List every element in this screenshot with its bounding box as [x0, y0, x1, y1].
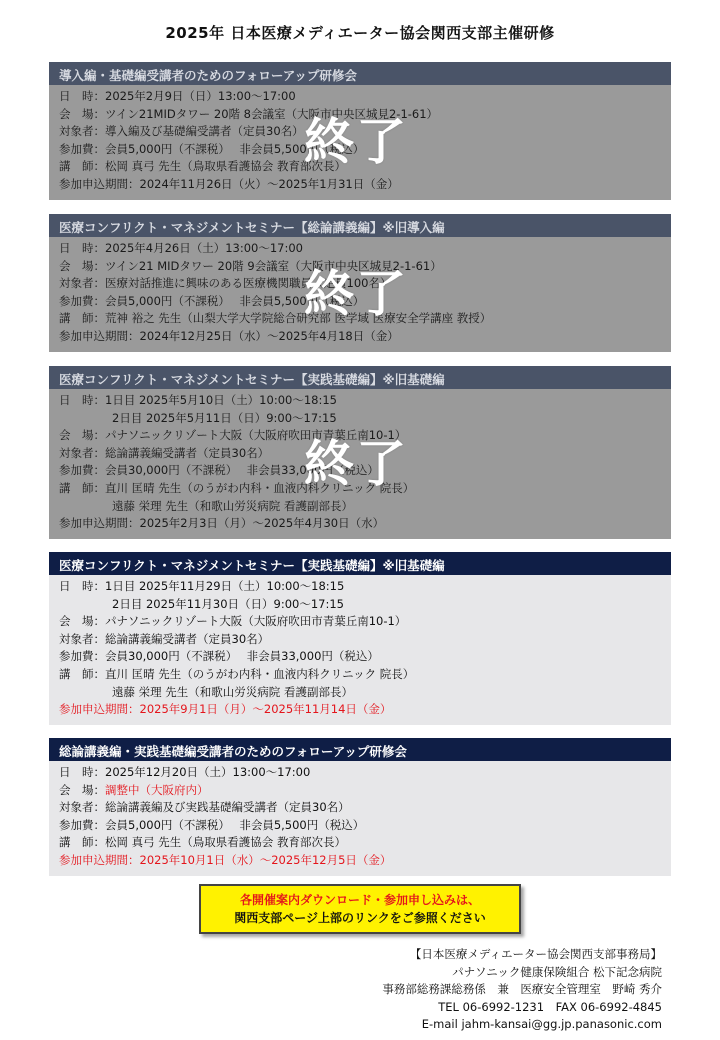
- section-heading: 総論講義編・実践基礎編受講者のためのフォローアップ研修会: [49, 738, 671, 761]
- section-body: [49, 575, 671, 725]
- event-datetime: 日 時：2025年12月20日（土）13:00～17:00: [59, 765, 311, 779]
- event-lecturer-2: 遠藤 栄理 先生（和歌山労災病院 看護副部長）: [112, 498, 353, 513]
- venue-value: 調整中（大阪府内）: [105, 782, 209, 797]
- training-section-3: [49, 366, 671, 539]
- event-target: 対象者：総論講義編及び実践基礎編受講者（定員30名）: [59, 800, 350, 815]
- event-lecturer: 講 師：松岡 真弓 先生（鳥取県看護協会 教育部次長）: [59, 835, 346, 850]
- download-notice-box: [199, 884, 521, 934]
- office-contact: [382, 946, 662, 1034]
- venue-label: 会 場：: [59, 782, 105, 797]
- training-section-1: [49, 62, 671, 200]
- ended-stamp: 終了: [304, 265, 408, 324]
- event-fee: 参加費：会員5,000円（不課税） 非会員5,500円（税込）: [59, 817, 365, 832]
- section-heading: 医療コンフリクト・マネジメントセミナー【総論講義編】※旧導入編: [49, 214, 671, 237]
- event-lecturer: 講 師：松岡 真弓 先生（鳥取県看護協会 教育部次長）: [59, 159, 346, 174]
- page-title: 2025年 日本医療メディエーター協会関西支部主催研修: [165, 24, 555, 42]
- event-lecturer: 講 師：直川 匡晴 先生（のうがわ内科・血液内科クリニック 院長）: [59, 666, 415, 681]
- section-heading: 導入編・基礎編受講者のためのフォローアップ研修会: [49, 62, 671, 85]
- section-body: [49, 85, 671, 200]
- office-dept: 事務部総務課総務係 兼 医療安全管理室 野崎 秀介: [382, 982, 662, 996]
- event-datetime: 日 時：2025年2月9日（日）13:00～17:00: [59, 89, 296, 103]
- event-lecturer-2: 遠藤 栄理 先生（和歌山労災病院 看護副部長）: [112, 684, 353, 699]
- event-fee: 参加費：会員5,000円（不課税） 非会員5,500円（税込）: [59, 293, 365, 308]
- event-target: 対象者：総論講義編受講者（定員30名）: [59, 445, 270, 460]
- office-name: 【日本医療メディエーター協会関西支部事務局】: [409, 947, 662, 961]
- event-datetime: 日 時：2025年4月26日（土）13:00～17:00: [59, 241, 303, 255]
- event-venue: 会 場：ツイン21 MIDタワー 20階 9会議室（大阪市中央区城見2-1-61）: [59, 258, 442, 273]
- training-section-5: [49, 738, 671, 876]
- office-email[interactable]: E-mail jahm-kansai@gg.jp.panasonic.com: [421, 1017, 662, 1031]
- event-application-period: 参加申込期間：2025年10月1日（水）～2025年12月5日（金）: [59, 852, 392, 867]
- training-section-4: [49, 552, 671, 725]
- office-org: パナソニック健康保険組合 松下記念病院: [452, 964, 662, 979]
- section-body: [49, 389, 671, 539]
- section-body: [49, 761, 671, 876]
- event-application-period: 参加申込期間：2025年2月3日（月）～2025年4月30日（水）: [59, 516, 385, 531]
- event-fee: 参加費：会員5,000円（不課税） 非会員5,500円（税込）: [59, 141, 365, 156]
- event-application-period: 参加申込期間：2025年9月1日（月）～2025年11月14日（金）: [59, 702, 392, 717]
- event-datetime-day2: 2日目 2025年11月30日（日）9:00～17:15: [112, 596, 344, 611]
- section-body: [49, 237, 671, 352]
- ended-stamp: 終了: [304, 113, 408, 172]
- event-target: 対象者：医療対話推進に興味のある医療機関職員（定員100名）: [59, 276, 392, 291]
- event-target: 対象者：導入編及び基礎編受講者（定員30名）: [59, 124, 304, 139]
- event-venue: [59, 782, 661, 800]
- event-fee: 参加費：会員30,000円（不課税） 非会員33,000円（税込）: [59, 649, 379, 664]
- event-application-period: 参加申込期間：2024年12月25日（水）～2025年4月18日（金）: [59, 328, 399, 343]
- section-heading: 医療コンフリクト・マネジメントセミナー【実践基礎編】※旧基礎編: [49, 552, 671, 575]
- event-lecturer: 講 師：直川 匡晴 先生（のうがわ内科・血液内科クリニック 院長）: [59, 480, 415, 495]
- office-phone-fax: TEL 06-6992-1231 FAX 06-6992-4845: [438, 999, 662, 1014]
- section-heading: 医療コンフリクト・マネジメントセミナー【実践基礎編】※旧基礎編: [49, 366, 671, 389]
- event-datetime: 日 時：1日目 2025年11月29日（土）10:00～18:15: [59, 579, 345, 593]
- event-venue: 会 場：パナソニックリゾート大阪（大阪府吹田市青葉丘南10-1）: [59, 614, 407, 629]
- notice-line-1: 各開催案内ダウンロード・参加申し込みは、: [239, 893, 480, 907]
- event-lecturer: 講 師：荒神 裕之 先生（山梨大学大学院総合研究部 医学域 医療安全学講座 教授）: [59, 311, 492, 326]
- event-application-period: 参加申込期間：2024年11月26日（火）～2025年1月31日（金）: [59, 176, 399, 191]
- event-venue: 会 場：パナソニックリゾート大阪（大阪府吹田市青葉丘南10-1）: [59, 428, 407, 443]
- event-target: 対象者：総論講義編受講者（定員30名）: [59, 631, 270, 646]
- event-fee: 参加費：会員30,000円（不課税） 非会員33,000円（税込）: [59, 463, 379, 478]
- event-datetime-day2: 2日目 2025年5月11日（日）9:00～17:15: [112, 410, 337, 425]
- training-section-2: [49, 214, 671, 352]
- notice-line-2: 関西支部ページ上部のリンクをご参照ください: [234, 911, 486, 925]
- event-venue: 会 場：ツイン21MIDタワー 20階 8会議室（大阪市中央区城見2-1-61）: [59, 106, 439, 121]
- event-datetime: 日 時：1日目 2025年5月10日（土）10:00～18:15: [59, 393, 337, 407]
- ended-stamp: 終了: [304, 434, 408, 493]
